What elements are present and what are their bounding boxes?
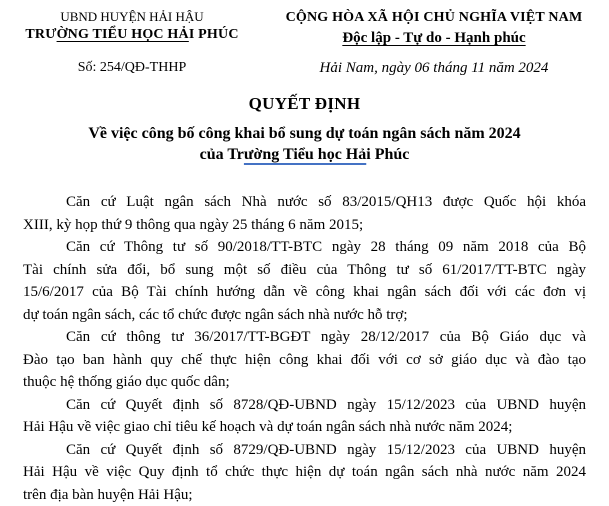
body-paragraph — [23, 439, 586, 506]
place-date: Hải Nam, ngày 06 tháng 11 năm 2024 — [273, 60, 595, 77]
doc-subject-line2 — [0, 144, 609, 165]
body-line: 15/6/2017 của Bộ Tài chính hướng dẫn về công khai ngân sách đối với các đơn vị — [23, 281, 586, 304]
body-line: Căn cứ Luật ngân sách Nhà nước số 83/2015/QH13 được Quốc hội khóa — [23, 191, 586, 214]
org-name-underlined: ỜNG TIỂU HỌC HẢ — [57, 27, 189, 42]
body-line: trên địa bàn huyện Hải Hậu; — [23, 484, 586, 506]
document-body — [23, 191, 586, 506]
title-block — [0, 94, 609, 165]
doc-subject — [0, 123, 609, 165]
body-line: Tài chính sửa đổi, bổ sung một số điều của Thông tư số 61/2017/TT-BTC ngày — [23, 259, 586, 282]
body-line: thuộc hệ thống giáo dục quốc dân; — [23, 371, 586, 394]
body-line: Hải Hậu về việc Quy định tổ chức thực hiện dự toán ngân sách nhà nước năm 2024 — [23, 461, 586, 484]
body-line: Hải Hậu về việc giao chỉ tiêu kế hoạch và dự toán ngân sách nhà nước năm 2024; — [23, 416, 586, 439]
document-header — [0, 0, 609, 77]
org-name — [8, 26, 256, 44]
national-motto: Độc lập - Tự do - Hạnh phúc — [273, 30, 595, 47]
body-line: Đào tạo ban hành quy chế thực hiện công khai đối với cơ sở giáo dục và đào tạo — [23, 349, 586, 372]
body-paragraph — [23, 236, 586, 326]
org-name-post: I PHÚC — [189, 27, 239, 42]
subject-line2-post: i Phúc — [366, 146, 409, 163]
body-line: Căn cứ Quyết định số 8729/QĐ-UBND ngày 15/12/2023 của UBND huyện — [23, 439, 586, 462]
body-line: Căn cứ Thông tư số 90/2018/TT-BTC ngày 28 tháng 09 năm 2018 của Bộ — [23, 236, 586, 259]
subject-line2-pre: của Tr — [200, 146, 244, 163]
doc-type-title: QUYẾT ĐỊNH — [0, 94, 609, 114]
body-paragraph — [23, 394, 586, 439]
body-line: Căn cứ thông tư 36/2017/TT-BGĐT ngày 28/12/2017 của Bộ Giáo dục và — [23, 326, 586, 349]
body-paragraph — [23, 326, 586, 394]
body-line: dự toán ngân sách, các tổ chức được ngân sách nhà nước hỗ trợ; — [23, 304, 586, 327]
issuing-org-block — [8, 9, 256, 77]
org-name-pre: TRƯ — [25, 27, 56, 42]
body-paragraph — [23, 191, 586, 236]
body-line: XIII, kỳ họp thứ 9 thông qua ngày 25 tháng 6 năm 2015; — [23, 214, 586, 237]
doc-subject-line1: Về việc công bố công khai bổ sung dự toán ngân sách năm 2024 — [0, 123, 609, 144]
body-line: Căn cứ Quyết định số 8728/QĐ-UBND ngày 15/12/2023 của UBND huyện — [23, 394, 586, 417]
subject-line2-underlined: ường Tiểu học Hả — [244, 146, 366, 163]
national-header-block — [273, 9, 595, 77]
org-parent: UBND HUYỆN HẢI HẬU — [8, 9, 256, 25]
national-title: CỘNG HÒA XÃ HỘI CHỦ NGHĨA VIỆT NAM — [273, 9, 595, 26]
doc-number: Số: 254/QĐ-THHP — [8, 60, 256, 76]
